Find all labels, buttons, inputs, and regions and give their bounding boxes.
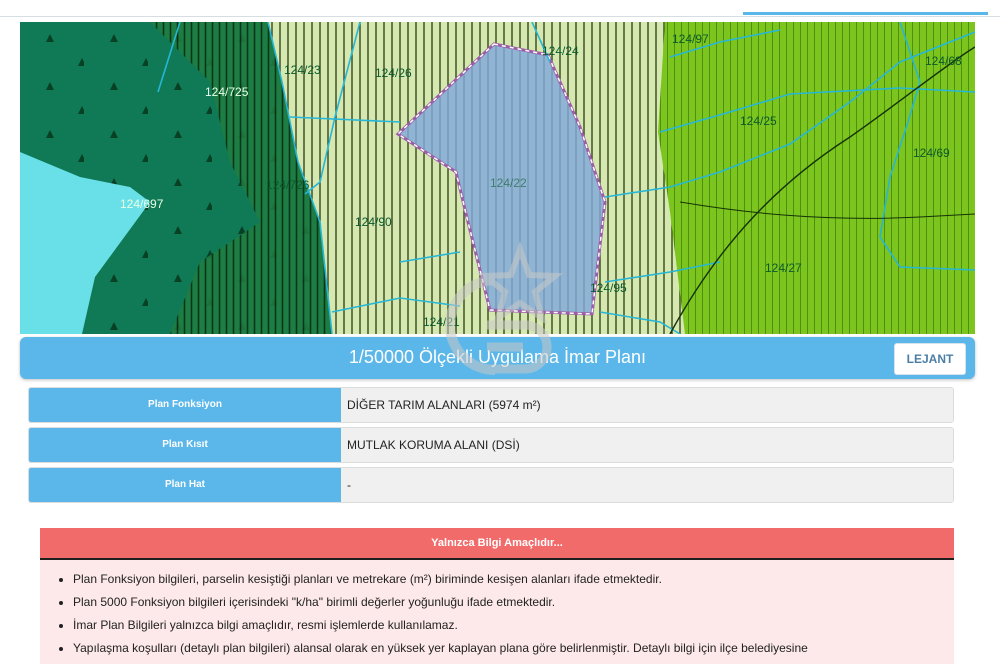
info-value: MUTLAK KORUMA ALANI (DSİ) [341,428,953,462]
parcel-label: 124/68 [925,54,962,68]
parcel-label: 124/90 [355,215,392,229]
info-value: DİĞER TARIM ALANLARI (5974 m²) [341,388,953,422]
info-row-plan-constraint [28,427,954,463]
plan-title: 1/50000 Ölçekli Uygulama İmar Planı [348,347,647,367]
parcel-label: 124/97 [672,32,709,46]
notice-item: • Plan Fonksiyon bilgileri, parselin kesiştiği planları ve metrekare (m²) biriminde kesişen alanları ifade etmektedir. [73,572,954,586]
info-label: Plan Fonksiyon [29,388,341,422]
parcel-label: 124/21 [423,315,460,329]
agri-zone-green [658,22,975,334]
info-label: Plan Kısıt [29,428,341,462]
plan-info-table [28,387,954,507]
parcel-label: 124/95 [590,281,627,295]
map-canvas[interactable] [20,22,975,334]
info-value: - [341,468,953,502]
plan-map[interactable] [20,22,975,334]
parcel-label: 124/725 [205,85,249,99]
info-label: Plan Hat [29,468,341,502]
parcel-label: 124/726 [266,178,310,192]
info-row-plan-function [28,387,954,423]
info-row-plan-line [28,467,954,503]
parcel-label: 124/25 [740,114,777,128]
active-tab-indicator [743,12,988,15]
notice-list [40,560,954,655]
parcel-label: 124/26 [375,66,412,80]
notice-title: Yalnızca Bilgi Amaçlıdır... [40,528,954,560]
parcel-label: 124/23 [284,63,321,77]
parcel-label: 124/24 [542,44,579,58]
parcel-label: 124/697 [120,197,164,211]
notice-item: • Plan 5000 Fonksiyon bilgileri içerisindeki "k/ha" birimli değerler yoğunluğu ifade etmektedir. [73,595,954,609]
notice-item: • İmar Plan Bilgileri yalnızca bilgi amaçlıdır, resmi işlemlerde kullanılamaz. [73,618,954,632]
parcel-label: 124/27 [765,261,802,275]
info-notice [40,528,954,664]
plan-title-bar [20,337,975,379]
parcel-label: 124/69 [913,146,950,160]
parcel-label: 124/22 [490,176,527,190]
legend-button[interactable]: LEJANT [894,343,966,375]
top-header [0,0,1000,17]
notice-item: • Yapılaşma koşulları (detaylı plan bilgileri) alansal olarak en yüksek yer kaplayan plana göre belirlenmiştir. Detaylı bilgi için ilçe belediyesine [73,641,954,655]
